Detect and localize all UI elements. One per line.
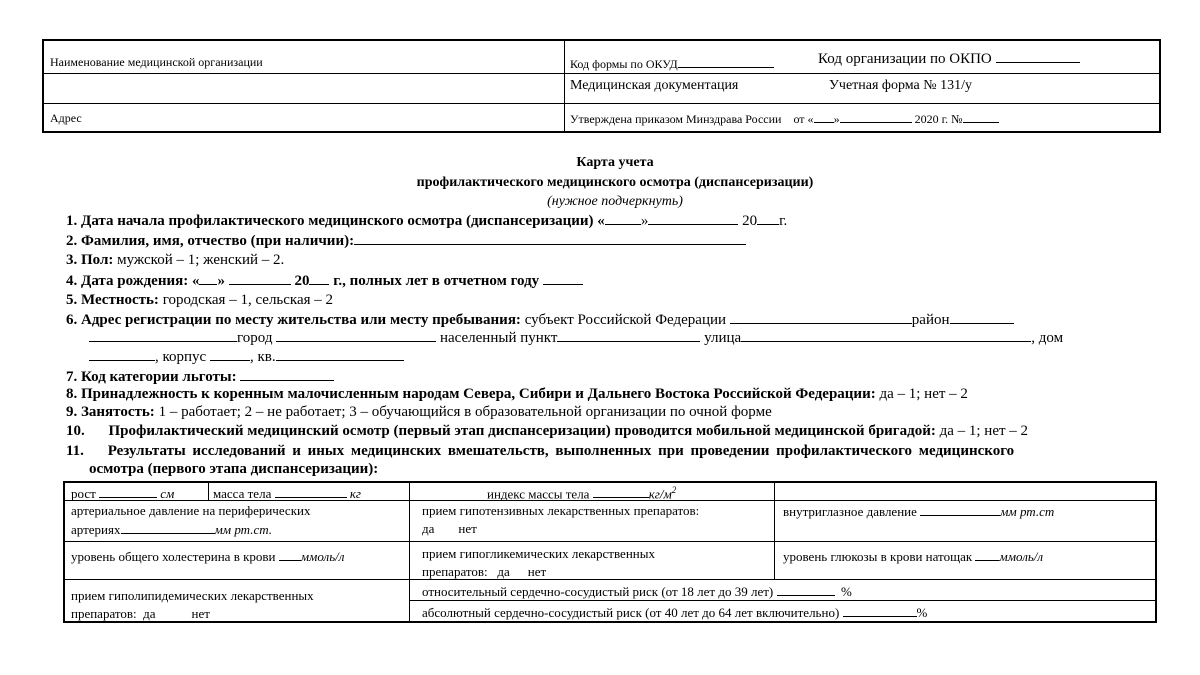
- glucose-cell: уровень глюкозы в крови натощак ммоль/л: [783, 549, 1044, 564]
- approved-line: Утверждена приказом Минздрава России от « » 2020 г. №: [570, 110, 999, 127]
- relative-risk-cell: относительный сердечно-сосудистый риск (от 18 лет до 39 лет) %: [422, 584, 852, 599]
- item-4: 4. Дата рождения: « » 20 г., полных лет в отчетном году: [66, 272, 583, 290]
- item-2: 2. Фамилия, имя, отчество (при наличии):: [66, 232, 746, 250]
- org-name-label: Наименование медицинской организации: [50, 55, 263, 69]
- item-6: 6. Адрес регистрации по месту жительства или месту пребывания: субъект Российской Федерации район: [66, 311, 1014, 329]
- form-subtitle: профилактического медицинского осмотра (диспансеризации): [416, 175, 814, 190]
- item-11-line2: осмотра (первого этапа диспансеризации):: [89, 461, 379, 477]
- form-note: (нужное подчеркнуть): [547, 194, 683, 209]
- bp-label: артериальное давление на периферических: [71, 503, 311, 518]
- item-1: 1. Дата начала профилактического медицинского осмотра (диспансеризации) « » 20 г.: [66, 213, 788, 229]
- height-cell: рост см: [71, 486, 175, 501]
- iop-cell: внутриглазное давление мм рт.ст: [783, 504, 1055, 519]
- absolute-risk-cell: абсолютный сердечно-сосудистый риск (от 40 лет до 64 лет включительно) %: [422, 605, 928, 620]
- med-doc-label: Медицинская документация: [570, 78, 739, 93]
- okud-label: Код формы по ОКУД: [570, 55, 774, 72]
- item-6-line2: город населенный пункт улица , дом: [89, 329, 1063, 347]
- hypogly-label: прием гипогликемических лекарственных: [422, 546, 655, 561]
- item-11: 11. Результаты исследований и иных медицинских вмешательств, выполненных при проведении профилактического медицинского: [66, 443, 1015, 459]
- item-9: 9. Занятость: 1 – работает; 2 – не работает; 3 – обучающийся в образовательной организации по очной форме: [66, 404, 772, 420]
- form-title: Карта учета: [576, 155, 654, 170]
- hypogly-options: препаратов: да нет: [422, 564, 547, 579]
- lipid-options: препаратов: да нет: [71, 606, 210, 621]
- item-8: 8. Принадлежность к коренным малочисленным народам Севера, Сибири и Дальнего Востока Российской Федерации: да – 1; нет – 2: [66, 386, 968, 402]
- antihyp-options: да нет: [422, 521, 477, 536]
- antihyp-label: прием гипотензивных лекарственных препаратов:: [422, 503, 700, 518]
- address-label: Адрес: [50, 111, 82, 125]
- cholesterol-cell: уровень общего холестерина в крови ммоль/л: [71, 549, 345, 564]
- item-10: 10. Профилактический медицинский осмотр (первый этап диспансеризации) проводится мобильной медицинской бригадой: да – 1; нет – 2: [66, 423, 1029, 439]
- item-6-line3: , корпус , кв.: [89, 348, 404, 366]
- item-7: 7. Код категории льготы:: [66, 368, 334, 386]
- form-number: Учетная форма № 131/у: [829, 78, 973, 93]
- item-5: 5. Местность: городская – 1, сельская – 2: [66, 292, 334, 308]
- weight-cell: масса тела кг: [213, 486, 361, 501]
- okpo-label: Код организации по ОКПО: [818, 50, 1080, 68]
- item-3: 3. Пол: мужской – 1; женский – 2.: [66, 252, 285, 268]
- lipid-label: прием гиполипидемических лекарственных: [71, 588, 314, 603]
- bmi-cell: индекс массы тела $кг/м^2$: [487, 485, 677, 502]
- bp-value: артериях мм рт.ст.: [71, 522, 273, 537]
